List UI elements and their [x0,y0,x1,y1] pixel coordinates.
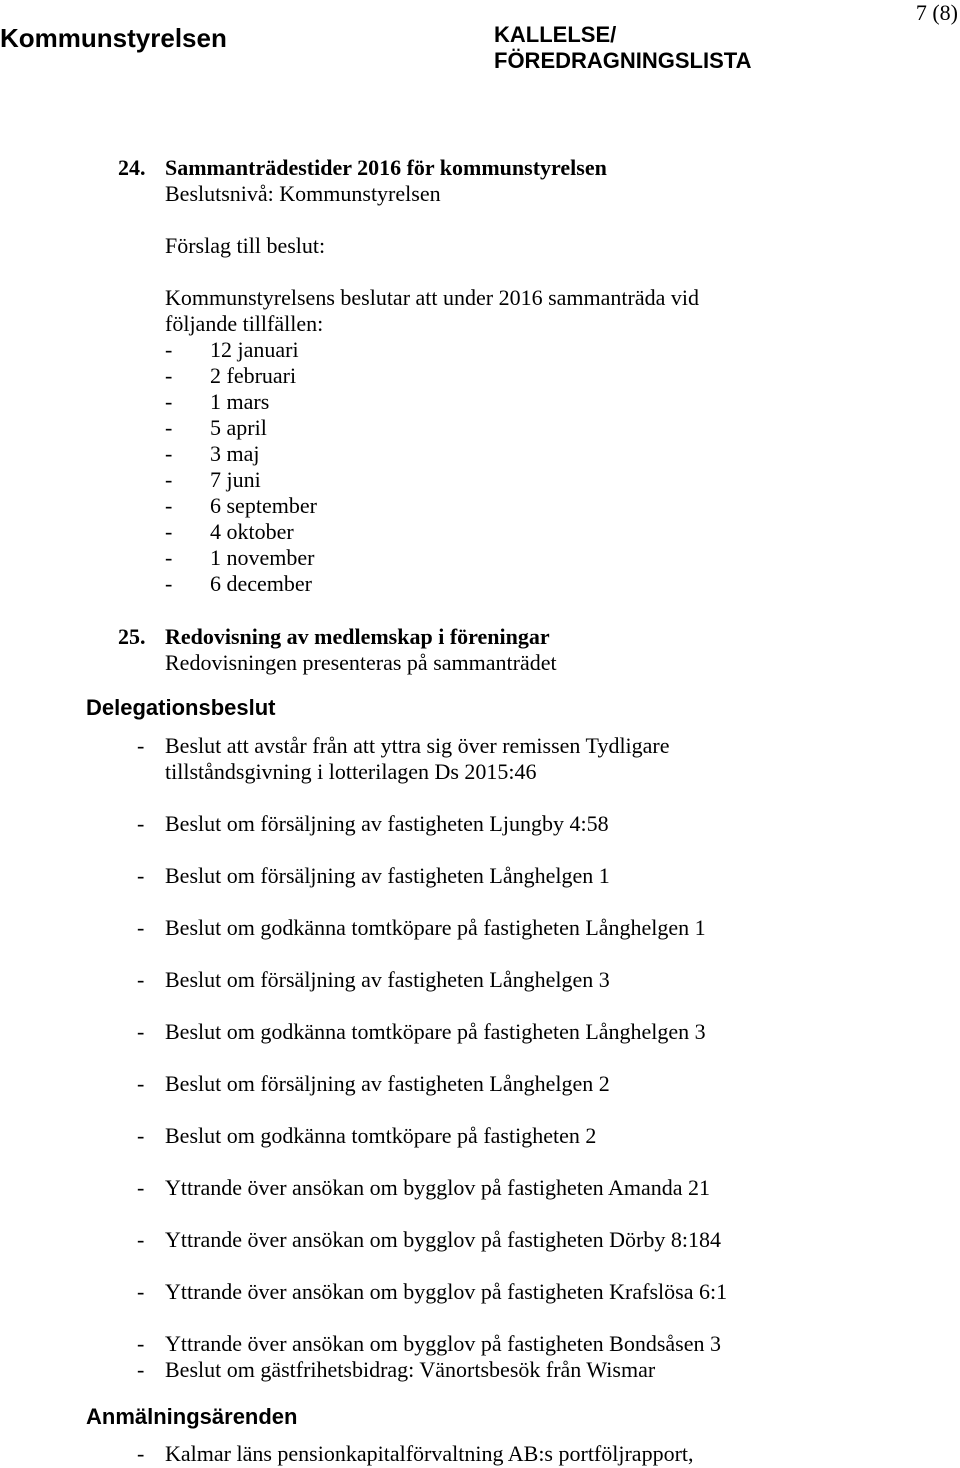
bullet-dash: - [137,1441,145,1466]
delegation-item-text [165,1279,727,1305]
meeting-date [165,337,699,363]
delegation-item-text [165,733,670,785]
bullet-dash: - [137,1357,145,1382]
meeting-date [165,467,699,493]
delegation-item-line: Yttrande över ansökan om bygglov på fastigheten Bondsåsen 3 [165,1331,721,1356]
notification-item [137,1441,694,1467]
delegation-item [137,1071,727,1097]
meeting-date-text: 1 november [210,545,315,570]
delegation-item-text [165,1331,721,1357]
bullet-dash: - [165,493,173,518]
delegation-item [137,863,727,889]
bullet-dash: - [137,915,145,940]
bullet-dash: - [137,733,145,758]
meeting-date-text: 3 maj [210,441,260,466]
proposal-text-line: följande tillfällen: [165,311,324,336]
delegation-heading: Delegationsbeslut [86,695,276,720]
delegation-item [137,733,727,785]
meeting-date [165,545,699,571]
meeting-date [165,415,699,441]
document-type-line: FÖREDRAGNINGSLISTA [494,48,752,73]
bullet-dash: - [137,1331,145,1356]
agenda-item-24 [118,155,699,597]
delegation-item-text [165,1071,610,1097]
agenda-item-title: Redovisning av medlemskap i föreningar [165,624,550,649]
meeting-date-text: 7 juni [210,467,261,492]
delegation-item-text [165,967,610,993]
page-number: 7 (8) [915,0,958,25]
bullet-dash: - [165,467,173,492]
delegation-item-text [165,1123,596,1149]
decision-level: Beslutsnivå: Kommunstyrelsen [165,181,441,206]
delegation-item [137,967,727,993]
delegation-item-text [165,1227,721,1253]
delegation-item [137,1019,727,1045]
delegation-item-line: Beslut om godkänna tomtköpare på fastigheten Långhelgen 1 [165,915,706,940]
meeting-dates-list [118,337,699,597]
bullet-dash: - [137,1019,145,1044]
delegation-item [137,915,727,941]
meeting-date-text: 6 september [210,493,317,518]
document-type-line: KALLELSE/ [494,22,617,47]
delegation-item-line: Beslut om gästfrihetsbidrag: Vänortsbesök från Wismar [165,1357,656,1382]
notification-item-text [165,1441,694,1467]
delegation-item-line: Beslut om försäljning av fastigheten Långhelgen 3 [165,967,610,992]
delegation-item-line: Beslut om försäljning av fastigheten Ljungby 4:58 [165,811,609,836]
delegation-item [137,1227,727,1253]
meeting-date [165,363,699,389]
bullet-dash: - [137,1227,145,1252]
meeting-date [165,571,699,597]
delegation-item-text [165,1175,710,1201]
proposal-label: Förslag till beslut: [165,233,326,258]
delegation-item-text [165,1019,706,1045]
bullet-dash: - [137,863,145,888]
bullet-dash: - [137,1279,145,1304]
bullet-dash: - [165,363,173,388]
agenda-item-25 [118,624,557,676]
meeting-date [165,389,699,415]
meeting-date-text: 2 februari [210,363,297,388]
delegation-item-line: Beslut om försäljning av fastigheten Långhelgen 2 [165,1071,610,1096]
proposal-text-line: Kommunstyrelsens beslutar att under 2016 sammanträda vid [165,285,699,310]
delegation-item [137,1279,727,1305]
delegation-list [137,733,727,1383]
agenda-item-description: Redovisningen presenteras på sammanträdet [165,650,557,675]
meeting-date-text: 6 december [210,571,312,596]
agenda-item-heading [118,624,557,650]
organization-name: Kommunstyrelsen [0,23,227,53]
meeting-date-text: 12 januari [210,337,299,362]
agenda-item-number: 24. [118,155,146,180]
delegation-item-line: Beslut att avstår från att yttra sig över remissen Tydligare [165,733,670,758]
bullet-dash: - [165,415,173,440]
agenda-item-title: Sammanträdestider 2016 för kommunstyrelsen [165,155,607,180]
bullet-dash: - [165,519,173,544]
delegation-item-line: Beslut om godkänna tomtköpare på fastigheten Långhelgen 3 [165,1019,706,1044]
notification-item-line: Kalmar läns pensionkapitalförvaltning AB:s portföljrapport, [165,1441,694,1466]
meeting-date [165,441,699,467]
delegation-item-text [165,915,706,941]
delegation-item-line: Yttrande över ansökan om bygglov på fastigheten Krafslösa 6:1 [165,1279,728,1304]
delegation-item-line: tillståndsgivning i lotterilagen Ds 2015:46 [165,759,537,784]
bullet-dash: - [165,389,173,414]
delegation-item [137,1357,727,1383]
delegation-item [137,1175,727,1201]
meeting-date-text: 5 april [210,415,267,440]
meeting-date [165,493,699,519]
bullet-dash: - [165,337,173,362]
delegation-item [137,1331,727,1357]
delegation-item-line: Yttrande över ansökan om bygglov på fastigheten Dörby 8:184 [165,1227,721,1252]
notifications-list [137,1441,694,1467]
notifications-heading: Anmälningsärenden [86,1404,298,1429]
delegation-item-line: Beslut om försäljning av fastigheten Långhelgen 1 [165,863,610,888]
agenda-item-number: 25. [118,624,146,649]
delegation-item [137,811,727,837]
bullet-dash: - [165,441,173,466]
meeting-date-text: 1 mars [210,389,270,414]
bullet-dash: - [137,1123,145,1148]
meeting-date [165,519,699,545]
delegation-item-text [165,863,610,889]
delegation-item-text [165,811,609,837]
bullet-dash: - [137,1175,145,1200]
bullet-dash: - [137,811,145,836]
bullet-dash: - [165,571,173,596]
bullet-dash: - [137,1071,145,1096]
agenda-item-heading [118,155,699,181]
delegation-item-line: Beslut om godkänna tomtköpare på fastigheten 2 [165,1123,597,1148]
meeting-date-text: 4 oktober [210,519,294,544]
bullet-dash: - [137,967,145,992]
delegation-item-line: Yttrande över ansökan om bygglov på fastigheten Amanda 21 [165,1175,710,1200]
document-type [494,22,751,74]
bullet-dash: - [165,545,173,570]
delegation-item [137,1123,727,1149]
delegation-item-text [165,1357,655,1383]
